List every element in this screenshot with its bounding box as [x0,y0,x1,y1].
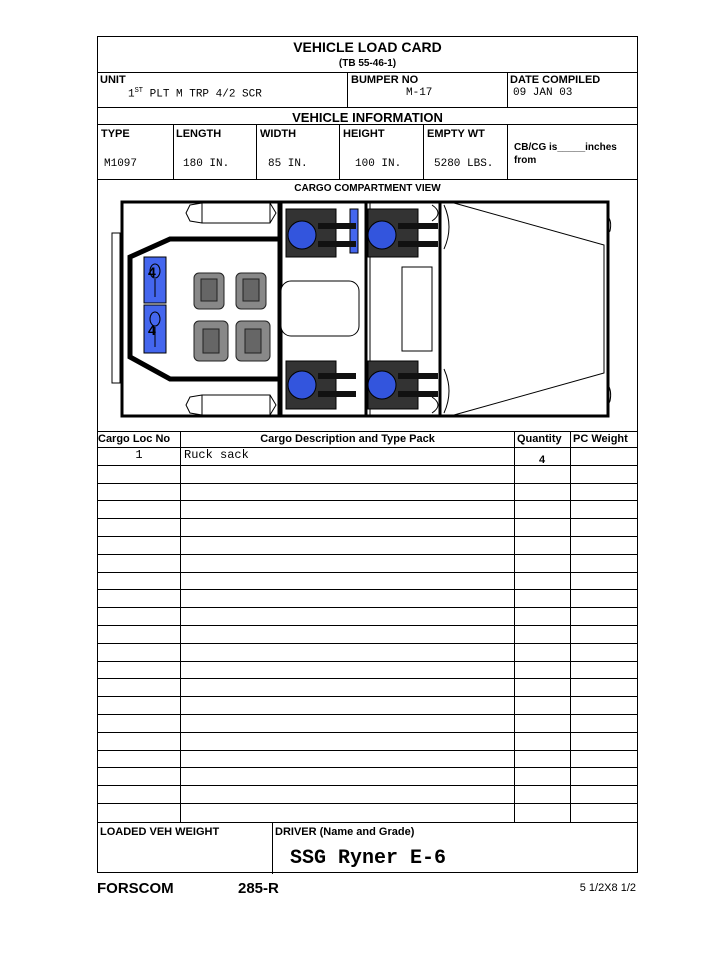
cell-desc[interactable]: Ruck sack [184,448,249,462]
cargo-view-title: CARGO COMPARTMENT VIEW [294,183,441,194]
width-value[interactable]: 85 IN. [268,158,308,170]
vehicle-load-card [97,36,638,873]
footer-page-size: 5 1/2X8 1/2 [579,882,636,894]
type-value[interactable]: M1097 [104,158,138,170]
table-row [98,483,637,501]
bumper-label: BUMPER NO [351,74,419,86]
table-row [98,500,637,518]
cell-qty[interactable]: 4 [538,454,546,466]
table-row [98,678,637,696]
table-row [98,643,637,661]
cbcg-line-2: from [514,155,537,166]
footer-form-number: 285-R [238,880,279,897]
table-row [98,572,637,590]
form-title: VEHICLE LOAD CARD [293,39,442,55]
table-row [98,447,637,465]
table-row [98,750,637,768]
table-row [98,554,637,572]
col-header-loc: Cargo Loc No [98,433,171,445]
col-header-weight: PC Weight [573,433,628,445]
unit-label: UNIT [100,74,126,86]
empty-wt-value[interactable]: 5280 LBS. [434,158,494,170]
rack-lower [144,305,166,353]
unit-value[interactable]: 1ST PLT M TRP 4/2 SCR [128,87,262,101]
rear-wheel-top [186,203,276,223]
empty-wt-label: EMPTY WT [427,128,485,140]
loaded-weight-label: LOADED VEH WEIGHT [100,826,220,838]
table-row [98,465,637,483]
length-label: LENGTH [176,128,222,140]
height-value[interactable]: 100 IN. [355,158,402,170]
date-value[interactable]: 09 JAN 03 [513,87,573,99]
width-label: WIDTH [260,128,297,140]
type-label: TYPE [101,128,130,140]
rack-upper [144,257,166,303]
table-row [98,696,637,714]
form-subtitle: (TB 55-46-1) [338,58,397,69]
table-row [98,767,637,785]
driver-value[interactable]: SSG Ryner E-6 [290,847,447,870]
rear-wheel-bottom [186,395,276,415]
table-row [98,803,637,821]
bumper-value[interactable]: M-17 [406,87,433,99]
cbcg-line-1: CB/CG is_____inches [514,142,617,153]
table-row [98,607,637,625]
table-row [98,714,637,732]
date-label: DATE COMPILED [510,74,601,86]
driver-label: DRIVER (Name and Grade) [275,826,415,838]
footer-org: FORSCOM [97,880,174,897]
col-header-qty: Quantity [517,433,562,445]
table-row [98,625,637,643]
vehicle-info-title: VEHICLE INFORMATION [292,110,443,125]
table-row [98,661,637,679]
height-label: HEIGHT [343,128,385,140]
cell-loc[interactable]: 1 [135,448,143,462]
table-row [98,732,637,750]
table-row [98,518,637,536]
length-value[interactable]: 180 IN. [183,158,230,170]
rack-label-2: 4 [148,322,156,338]
cargo-compartment-diagram [98,187,637,432]
table-row [98,785,637,803]
table-row [98,589,637,607]
col-header-desc: Cargo Description and Type Pack [260,433,435,445]
table-row [98,536,637,554]
rack-label-1: 4 [148,264,156,280]
